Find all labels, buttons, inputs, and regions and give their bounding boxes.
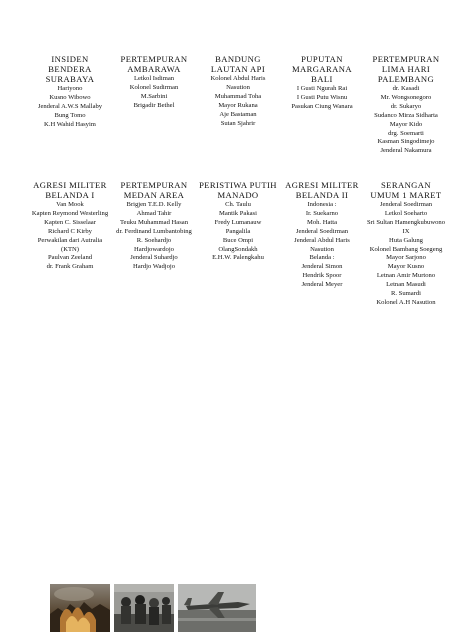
figure-name: Jenderal Meyer bbox=[301, 281, 343, 289]
figure-name: E.H.W. Palengkahu bbox=[212, 254, 264, 262]
figure-name: OlangSondakh bbox=[218, 245, 258, 253]
figure-name: Belanda : bbox=[309, 254, 335, 262]
event-title: PERTEMPURAN MEDAN AREA bbox=[120, 180, 188, 200]
figure-name: Teuku Muhammad Hasan bbox=[119, 218, 189, 226]
event-title: PUPUTAN MARGARANA BALI bbox=[292, 54, 352, 84]
figure-name: Letnan Masudi bbox=[386, 281, 426, 289]
figure-name: Kusno Wibowo bbox=[49, 93, 91, 101]
figure-name: Hariyono bbox=[57, 85, 83, 92]
figure-name: Kolonel Bambang Soegeng bbox=[369, 245, 443, 253]
figure-name: Kasman Singodimejo bbox=[377, 138, 435, 146]
figure-name: Hardjo Wadjojo bbox=[132, 263, 175, 271]
figure-name: Jenderal Nakamura bbox=[380, 147, 432, 155]
figure-name: Mayor Kusno bbox=[387, 263, 425, 271]
figure-name: Jenderal Soedirman bbox=[295, 227, 349, 235]
aircraft-photo bbox=[178, 584, 256, 632]
figure-name: K.H Wahid Hasyim bbox=[44, 120, 96, 128]
figure-name: I Gusti Putu Wisnu bbox=[296, 93, 348, 101]
figure-name: Jenderal Abdul Haris Nasution bbox=[294, 236, 350, 253]
figure-name: Moh. Hatta bbox=[306, 218, 338, 226]
figure-name: Ahmad Tahir bbox=[136, 209, 172, 217]
figure-name: Letkol Soeharto bbox=[384, 209, 428, 217]
figure-name: Richard C Kirby bbox=[48, 227, 92, 235]
event-agresi-militer-belanda-ii bbox=[280, 180, 364, 308]
figure-name: Kolonel A.H Nasution bbox=[376, 298, 436, 306]
event-insiden-bendera-surabaya bbox=[28, 54, 112, 156]
figure-name: Mantik Pakasi bbox=[219, 209, 257, 217]
figure-name: drg. Soemarti bbox=[388, 129, 424, 137]
figure-name: R. Soehardjo bbox=[136, 236, 172, 244]
figure-name: R. Sumardi bbox=[390, 290, 422, 298]
figure-name: Pasukan Ciung Wanara bbox=[291, 102, 353, 110]
figure-name: Brigadir Bethel bbox=[133, 101, 175, 109]
figure-name: Kapten C. Sisselaar bbox=[44, 218, 96, 226]
event-title: AGRESI MILITER BELANDA II bbox=[285, 180, 359, 200]
figure-name: dr. Ferdinand Lumbantobing bbox=[116, 227, 192, 235]
figure-name: Brigjen T.E.D. Kelly bbox=[126, 201, 182, 208]
figure-name: Van Mook bbox=[56, 201, 84, 208]
event-title: PERTEMPURAN LIMA HARI PALEMBANG bbox=[372, 54, 440, 84]
figure-name: Hardjowardojo bbox=[134, 245, 174, 253]
figure-name: Indonesia : bbox=[307, 201, 337, 208]
figure-name: Perwakilan dari Autralia (KTN) bbox=[37, 236, 103, 253]
event-title: PERISTIWA PUTIH MANADO bbox=[199, 180, 277, 200]
event-title: SERANGAN UMUM 1 MARET bbox=[370, 180, 442, 200]
figure-name: Kolonel Abdul Haris Nasution bbox=[210, 75, 266, 91]
figure-name: Mayor Kido bbox=[389, 120, 423, 128]
figure-name: I Gusti Ngurah Rai bbox=[296, 85, 348, 92]
figure-name: Paulvan Zeeland bbox=[47, 254, 93, 262]
figure-name: Bung Tomo bbox=[54, 111, 86, 119]
figure-name: Jenderal Suhardjo bbox=[130, 254, 178, 262]
figure-name: Kolonel Sudirman bbox=[129, 83, 179, 91]
figure-name: Hendrik Spoor bbox=[302, 272, 342, 280]
burning-city-photo bbox=[50, 584, 110, 632]
figure-name: dr. Frank Graham bbox=[46, 263, 94, 271]
figure-name: Letkol Isdiman bbox=[133, 75, 175, 82]
event-title: PERTEMPURAN AMBARAWA bbox=[120, 54, 188, 74]
figure-name: Aje Bastaman bbox=[219, 110, 257, 118]
figure-name: Mayor Sarjono bbox=[386, 254, 426, 262]
figure-name: Buce Ompi bbox=[222, 236, 254, 244]
figure-name: dr. Sukaryo bbox=[390, 102, 422, 110]
figure-name: Jenderal Soedirman bbox=[379, 201, 433, 208]
event-title: AGRESI MILITER BELANDA I bbox=[33, 180, 107, 200]
event-title: INSIDEN BENDERA SURABAYA bbox=[45, 54, 95, 84]
event-peristiwa-putih-manado bbox=[196, 180, 280, 308]
events-row-2 bbox=[28, 180, 448, 308]
figure-name: Mr. Wongsonegoro bbox=[380, 93, 432, 101]
figure-name: Muhammad Toha bbox=[214, 92, 262, 100]
figure-name: Huta Galung bbox=[389, 236, 423, 244]
event-pertempuran-lima-hari-palembang bbox=[364, 54, 448, 156]
figure-name: Fredy Lumanauw bbox=[214, 218, 262, 226]
figure-name: dr. Kasadi bbox=[392, 85, 420, 92]
figure-name: Jenderal A.W.S Mallaby bbox=[37, 102, 103, 110]
photo-strip bbox=[50, 584, 256, 632]
figure-name: Ch. Taulu bbox=[225, 201, 251, 208]
figure-name: Ir. Suekarno bbox=[305, 209, 339, 217]
figure-name: M.Sarbini bbox=[140, 92, 168, 100]
figure-name: Mayor Rukana bbox=[218, 101, 258, 109]
figure-name: Jenderal Simon bbox=[301, 263, 343, 271]
figure-name: Sutan Sjahrir bbox=[220, 119, 256, 127]
event-pertempuran-ambarawa bbox=[112, 54, 196, 156]
figure-name: Sudanco Mirza Sidharta bbox=[374, 111, 438, 119]
figure-name: Kapten Reymond Westerling bbox=[31, 209, 109, 217]
events-row-1 bbox=[28, 54, 448, 156]
event-agresi-militer-belanda-i bbox=[28, 180, 112, 308]
figure-name: Letnan Amir Murtono bbox=[376, 272, 436, 280]
event-serangan-umum-1-maret bbox=[364, 180, 448, 308]
figure-name: Pangalila bbox=[225, 227, 251, 235]
soldiers-photo bbox=[114, 584, 174, 632]
event-title: BANDUNG LAUTAN API bbox=[210, 54, 266, 74]
event-puputan-margarana-bali bbox=[280, 54, 364, 156]
event-bandung-lautan-api bbox=[196, 54, 280, 156]
figure-name: Sri Sultan Hamengkubuwono IX bbox=[366, 218, 446, 235]
event-pertempuran-medan-area bbox=[112, 180, 196, 308]
